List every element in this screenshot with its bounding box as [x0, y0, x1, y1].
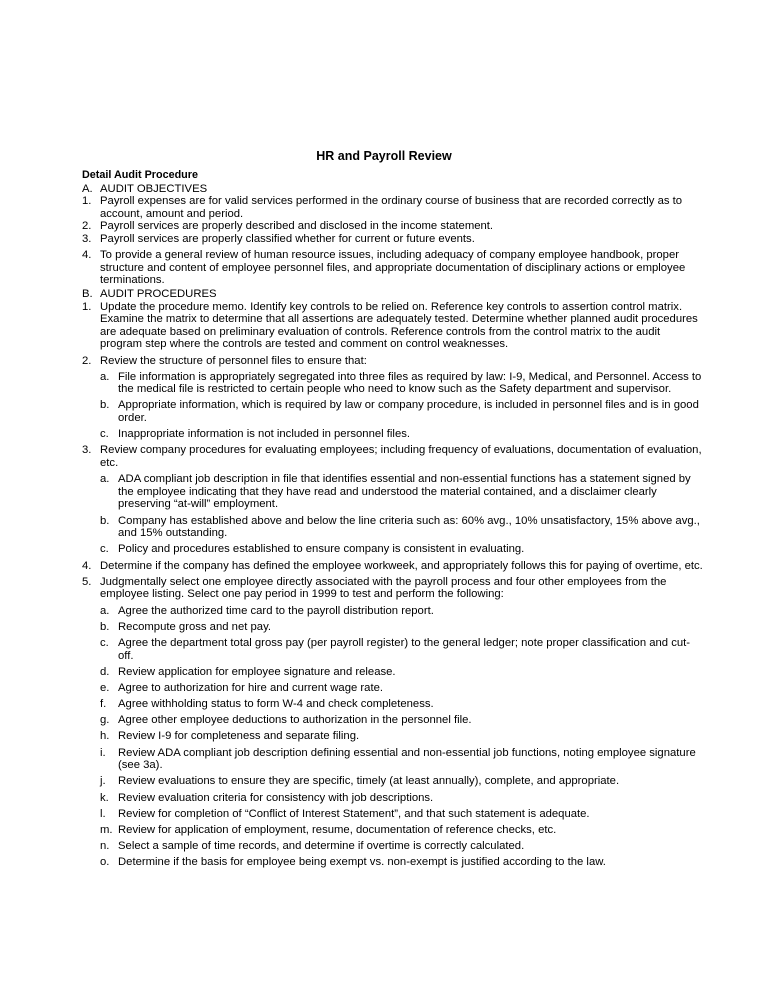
item-number: 2. — [82, 220, 92, 233]
section-label: A. — [82, 182, 93, 195]
sub-item-letter: a. — [100, 473, 110, 486]
item-number: 1. — [82, 195, 92, 208]
sub-list-item — [100, 543, 704, 556]
item-number: 5. — [82, 575, 92, 588]
list-item — [82, 576, 704, 601]
sub-item-letter: c. — [100, 636, 109, 649]
sub-list-item — [100, 840, 704, 853]
sub-item-text: Company has established above and below the line criteria such as: 60% avg., 10% unsatisfactory, 15% above avg., and 15% outstanding. — [118, 514, 700, 540]
sub-item-letter: e. — [100, 681, 110, 694]
list-item — [82, 220, 704, 233]
document-body — [82, 169, 704, 869]
item-number: 2. — [82, 354, 92, 367]
item-text: Update the procedure memo. Identify key controls to be relied on. Reference key controls to assertion control matrix. Examine the matrix to determine that all assertions are adequately tested. Determine whether planned audit procedures are adequate based on preliminary evaluation of controls. Reference controls from the control matrix to the audit program step where the controls are tested and comment on control weaknesses. — [100, 300, 698, 351]
sub-list-item — [100, 399, 704, 424]
sub-list-item — [100, 824, 704, 837]
sub-list-item — [100, 682, 704, 695]
section-heading — [82, 183, 704, 196]
sub-item-text: Appropriate information, which is required by law or company procedure, is included in personnel files and is in good order. — [118, 399, 699, 425]
sub-item-text: Review evaluations to ensure they are specific, timely (at least annually), complete, and appropriate. — [118, 775, 620, 788]
list-item — [82, 195, 704, 220]
sub-item-text: Agree to authorization for hire and current wage rate. — [118, 681, 384, 694]
sub-item-letter: a. — [100, 370, 110, 383]
section-heading-text: AUDIT PROCEDURES — [100, 287, 217, 300]
sub-list-item — [100, 515, 704, 540]
sub-list-item — [100, 473, 704, 511]
item-number: 3. — [82, 444, 92, 457]
list-item — [82, 355, 704, 368]
sub-item-text: File information is appropriately segregated into three files as required by law: I-9, Medical, and Personnel. Access to the medical file is restricted to certain people who need to know such as the Safety department and supervisor. — [118, 370, 702, 396]
section-label: B. — [82, 287, 93, 300]
sub-item-text: Review evaluation criteria for consistency with job descriptions. — [118, 791, 434, 804]
sub-item-letter: c. — [100, 428, 109, 441]
sub-list-item — [100, 714, 704, 727]
sub-item-letter: o. — [100, 856, 110, 869]
item-text: Review company procedures for evaluating employees; including frequency of evaluations, documentation of evaluation, etc. — [100, 444, 702, 470]
sub-list-item — [100, 698, 704, 711]
list-item — [82, 233, 704, 246]
sub-item-letter: g. — [100, 714, 110, 727]
sub-list-item — [100, 621, 704, 634]
sub-item-text: Review application for employee signature and release. — [118, 665, 396, 678]
sub-item-text: Agree other employee deductions to authorization in the personnel file. — [118, 714, 472, 727]
sub-list-item — [100, 666, 704, 679]
sub-item-letter: d. — [100, 665, 110, 678]
sub-item-letter: a. — [100, 604, 110, 617]
sub-list-item — [100, 730, 704, 743]
sub-item-text: Agree the department total gross pay (per payroll register) to the general ledger; note proper classification and cut-off. — [118, 636, 691, 662]
sub-item-letter: h. — [100, 730, 110, 743]
sub-item-letter: c. — [100, 543, 109, 556]
sub-item-text: Policy and procedures established to ensure company is consistent in evaluating. — [118, 543, 525, 556]
sub-item-text: Agree the authorized time card to the payroll distribution report. — [118, 604, 434, 617]
sub-item-text: ADA compliant job description in file that identifies essential and non-essential functions has a statement signed by the employee indicating that they have read and understood the material contained, and a disclaimer clearly preserving “at-will” employment. — [118, 473, 691, 511]
list-item — [82, 560, 704, 573]
sub-list-item — [100, 637, 704, 662]
item-text: To provide a general review of human resource issues, including adequacy of company employee handbook, proper structure and content of employee personnel files, and appropriate documentation of disciplinary actions or employee terminations. — [100, 249, 686, 287]
item-text: Review the structure of personnel files to ensure that: — [100, 354, 367, 367]
item-text: Determine if the company has defined the employee workweek, and appropriately follows this for paying of overtime, etc. — [100, 559, 703, 572]
sub-item-text: Determine if the basis for employee being exempt vs. non-exempt is justified according to the law. — [118, 856, 606, 869]
sub-item-text: Agree withholding status to form W-4 and check completeness. — [118, 698, 434, 711]
section-heading — [82, 288, 704, 301]
sub-item-text: Review ADA compliant job description defining essential and non-essential job functions, noting employee signature (see 3a). — [118, 746, 696, 772]
sub-list-item — [100, 856, 704, 869]
sub-item-text: Select a sample of time records, and determine if overtime is correctly calculated. — [118, 840, 525, 853]
sub-item-text: Review for application of employment, resume, documentation of reference checks, etc. — [118, 823, 557, 836]
item-text: Payroll expenses are for valid services performed in the ordinary course of business that are recorded correctly as to account, amount and period. — [100, 195, 683, 220]
sub-item-letter: l. — [100, 807, 106, 820]
sub-item-text: Recompute gross and net pay. — [118, 620, 272, 633]
sub-item-letter: i. — [100, 746, 106, 759]
sub-list-item — [100, 808, 704, 821]
document-subtitle: Detail Audit Procedure — [82, 169, 198, 181]
sub-item-letter: f. — [100, 698, 107, 711]
list-item — [82, 301, 704, 351]
list-item — [82, 249, 704, 287]
item-text: Payroll services are properly described and disclosed in the income statement. — [100, 220, 494, 233]
list-item — [82, 444, 704, 469]
sub-item-letter: n. — [100, 840, 110, 853]
sub-item-text: Inappropriate information is not included in personnel files. — [118, 428, 411, 441]
item-number: 4. — [82, 249, 92, 262]
sub-list-item — [100, 371, 704, 396]
section-heading-text: AUDIT OBJECTIVES — [100, 182, 208, 195]
item-number: 1. — [82, 300, 92, 313]
item-number: 4. — [82, 559, 92, 572]
sub-item-text: Review I-9 for completeness and separate filing. — [118, 730, 360, 743]
item-text: Payroll services are properly classified whether for current or future events. — [100, 232, 475, 245]
sub-list-item — [100, 775, 704, 788]
sub-list-item — [100, 605, 704, 618]
sub-item-text: Review for completion of “Conflict of Interest Statement”, and that such statement is adequate. — [118, 807, 590, 820]
document-title: HR and Payroll Review — [316, 149, 452, 163]
item-number: 3. — [82, 232, 92, 245]
sub-item-letter: j. — [100, 775, 106, 788]
sub-item-letter: b. — [100, 514, 110, 527]
sub-item-letter: k. — [100, 791, 109, 804]
sub-item-letter: b. — [100, 399, 110, 412]
sub-list-item — [100, 747, 704, 772]
sub-list-item — [100, 428, 704, 441]
item-text: Judgmentally select one employee directly associated with the payroll process and four other employees from the employee listing. Select one pay period in 1999 to test and perform the following: — [100, 575, 667, 601]
sub-item-letter: b. — [100, 620, 110, 633]
sub-item-letter: m. — [100, 823, 113, 836]
sub-list-item — [100, 792, 704, 805]
